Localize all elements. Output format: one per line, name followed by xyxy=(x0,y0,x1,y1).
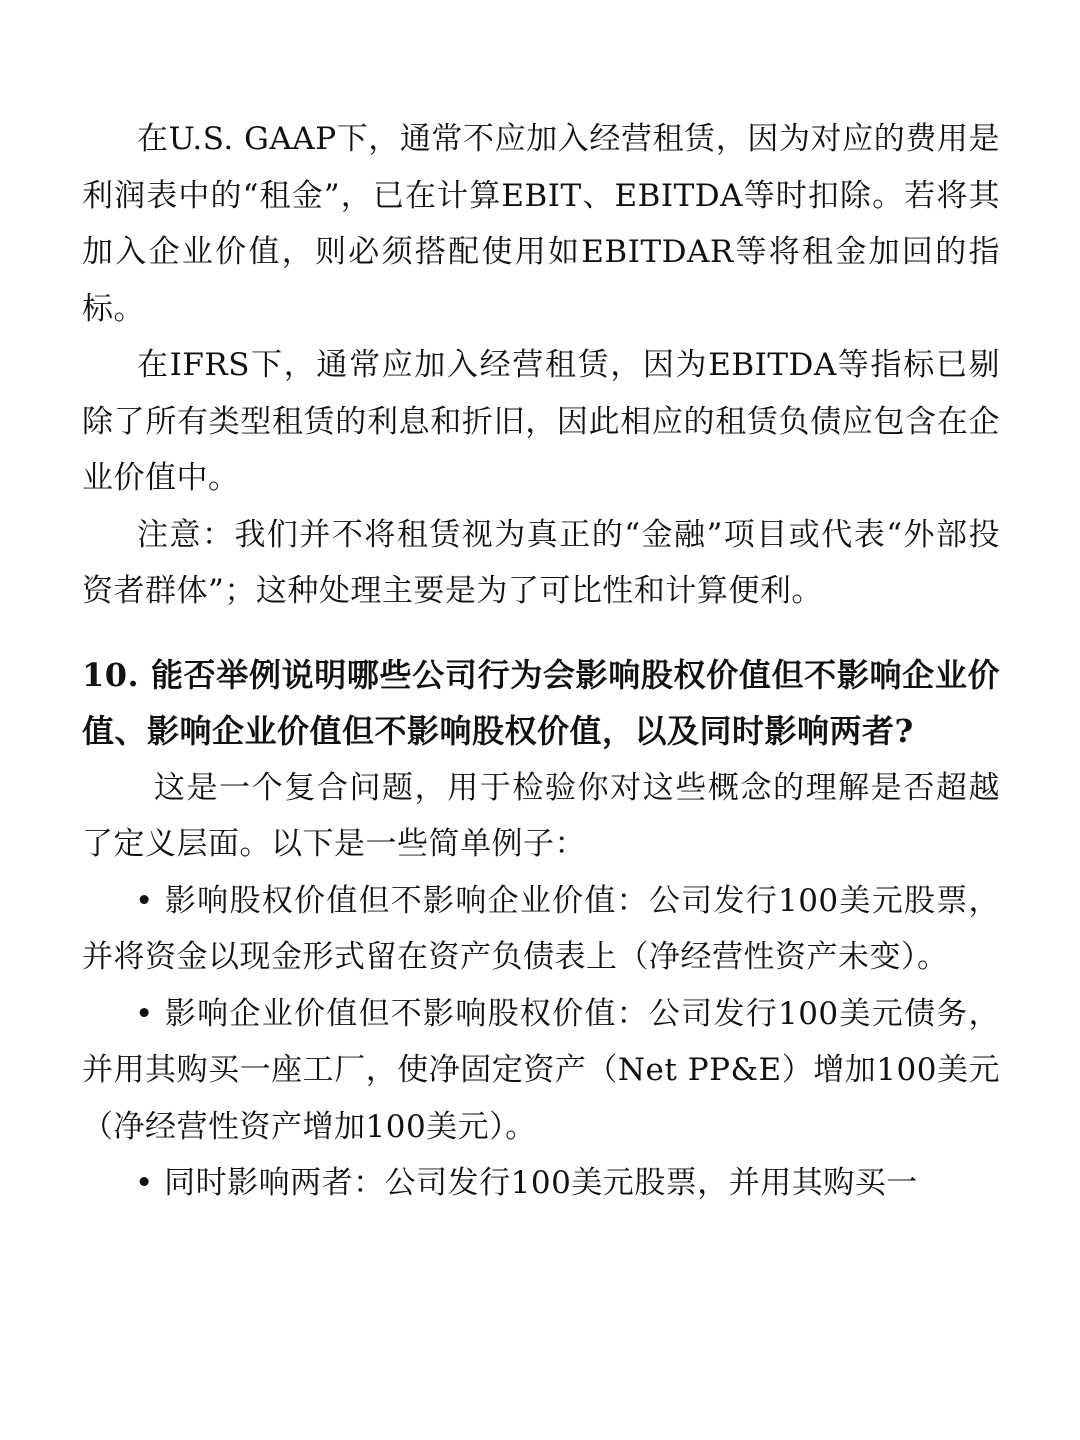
paragraph-us-gaap: 在U.S. GAAP下，通常不应加入经营租赁，因为对应的费用是利润表中的“租金”，已在计算EBIT、EBITDA等时扣除。若将其加入企业价值，则必须搭配使用如EBITDAR等将租金加回的指标。 xyxy=(82,121,1000,327)
answer-intro: 这是一个复合问题，用于检验你对这些概念的理解是否超越了定义层面。以下是一些简单例子： xyxy=(82,769,1000,862)
bullet-enterprise-only: • 影响企业价值但不影响股权价值：公司发行100美元债务，并用其购买一座工厂，使净固定资产（Net PP&E）增加100美元（净经营性资产增加100美元）。 xyxy=(82,995,1000,1145)
paragraph-ifrs: 在IFRS下，通常应加入经营租赁，因为EBITDA等指标已剔除了所有类型租赁的利息和折旧，因此相应的租赁负债应包含在企业价值中。 xyxy=(82,347,1000,496)
bullet-equity-only: • 影响股权价值但不影响企业价值：公司发行100美元股票，并将资金以现金形式留在资产负债表上（净经营性资产未变）。 xyxy=(82,882,1000,975)
bullet-both: • 同时影响两者：公司发行100美元股票，并用其购买一 xyxy=(135,1165,918,1201)
paragraph-note: 注意：我们并不将租赁视为真正的“金融”项目或代表“外部投资者群体”；这种处理主要是为了可比性和计算便利。 xyxy=(82,516,1000,609)
document-page xyxy=(82,111,1000,1212)
question-heading: 10. 能否举例说明哪些公司行为会影响股权价值但不影响企业价值、影响企业价值但不影响股权价值，以及同时影响两者? xyxy=(82,655,1000,750)
